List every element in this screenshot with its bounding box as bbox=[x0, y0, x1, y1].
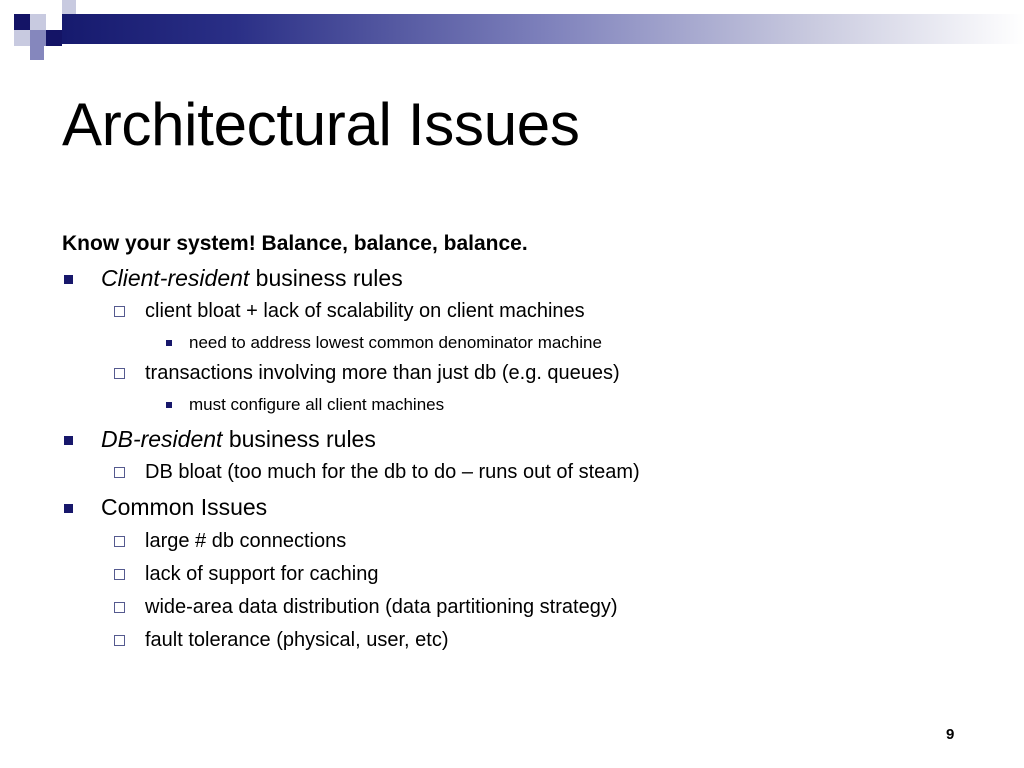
small-square-bullet-icon bbox=[166, 402, 172, 408]
bullet-client-resident bbox=[62, 261, 982, 296]
hollow-square-bullet-icon bbox=[114, 569, 125, 580]
deco-square-light-2 bbox=[62, 0, 76, 14]
deco-square-light-1 bbox=[30, 14, 46, 30]
subsubbullet-lowest-common bbox=[62, 327, 982, 358]
slide-body bbox=[62, 227, 982, 657]
bullet-text: must configure all client machines bbox=[189, 395, 445, 414]
bullet-text: business rules bbox=[249, 265, 403, 291]
deco-square-navy-2 bbox=[46, 30, 62, 46]
filled-square-bullet-icon bbox=[64, 275, 73, 284]
bullet-text: lack of support for caching bbox=[145, 563, 379, 585]
bullet-text: client bloat + lack of scalability on client machines bbox=[145, 300, 585, 322]
bullet-text: transactions involving more than just db (e.g. queues) bbox=[145, 362, 620, 384]
small-square-bullet-icon bbox=[166, 340, 172, 346]
header-decoration bbox=[0, 0, 1024, 64]
deco-square-navy-1 bbox=[14, 14, 30, 30]
slide-title: Architectural Issues bbox=[62, 91, 580, 158]
subbullet-transactions bbox=[62, 358, 982, 389]
hollow-square-bullet-icon bbox=[114, 602, 125, 613]
header-gradient-band bbox=[62, 14, 1024, 44]
deco-square-light-3 bbox=[14, 30, 30, 46]
intro-line: Know your system! Balance, balance, balance. bbox=[62, 232, 528, 255]
page-number: 9 bbox=[946, 726, 955, 743]
subbullet-fault-tolerance bbox=[62, 624, 982, 657]
bullet-italic-term: DB-resident bbox=[101, 426, 223, 452]
hollow-square-bullet-icon bbox=[114, 467, 125, 478]
deco-square-mid-2 bbox=[30, 46, 44, 60]
bullet-text: large # db connections bbox=[145, 530, 347, 552]
bullet-italic-term: Client-resident bbox=[101, 265, 250, 291]
hollow-square-bullet-icon bbox=[114, 635, 125, 646]
deco-square-mid-1 bbox=[30, 30, 46, 46]
bullet-text: wide-area data distribution (data partitioning strategy) bbox=[145, 596, 618, 618]
bullet-db-resident bbox=[62, 422, 982, 457]
bullet-text: business rules bbox=[222, 426, 376, 452]
filled-square-bullet-icon bbox=[64, 504, 73, 513]
bullet-text: Common Issues bbox=[101, 494, 268, 520]
subbullet-db-bloat bbox=[62, 457, 982, 488]
bullet-text: fault tolerance (physical, user, etc) bbox=[145, 629, 449, 651]
subsubbullet-configure bbox=[62, 389, 982, 420]
filled-square-bullet-icon bbox=[64, 436, 73, 445]
subbullet-caching bbox=[62, 558, 982, 591]
subbullet-wide-area bbox=[62, 591, 982, 624]
hollow-square-bullet-icon bbox=[114, 306, 125, 317]
subbullet-connections bbox=[62, 525, 982, 558]
bullet-common-issues bbox=[62, 490, 982, 525]
bullet-text: DB bloat (too much for the db to do – runs out of steam) bbox=[145, 461, 640, 483]
hollow-square-bullet-icon bbox=[114, 368, 125, 379]
subbullet-client-bloat bbox=[62, 296, 982, 327]
hollow-square-bullet-icon bbox=[114, 536, 125, 547]
bullet-text: need to address lowest common denominator machine bbox=[189, 333, 602, 352]
